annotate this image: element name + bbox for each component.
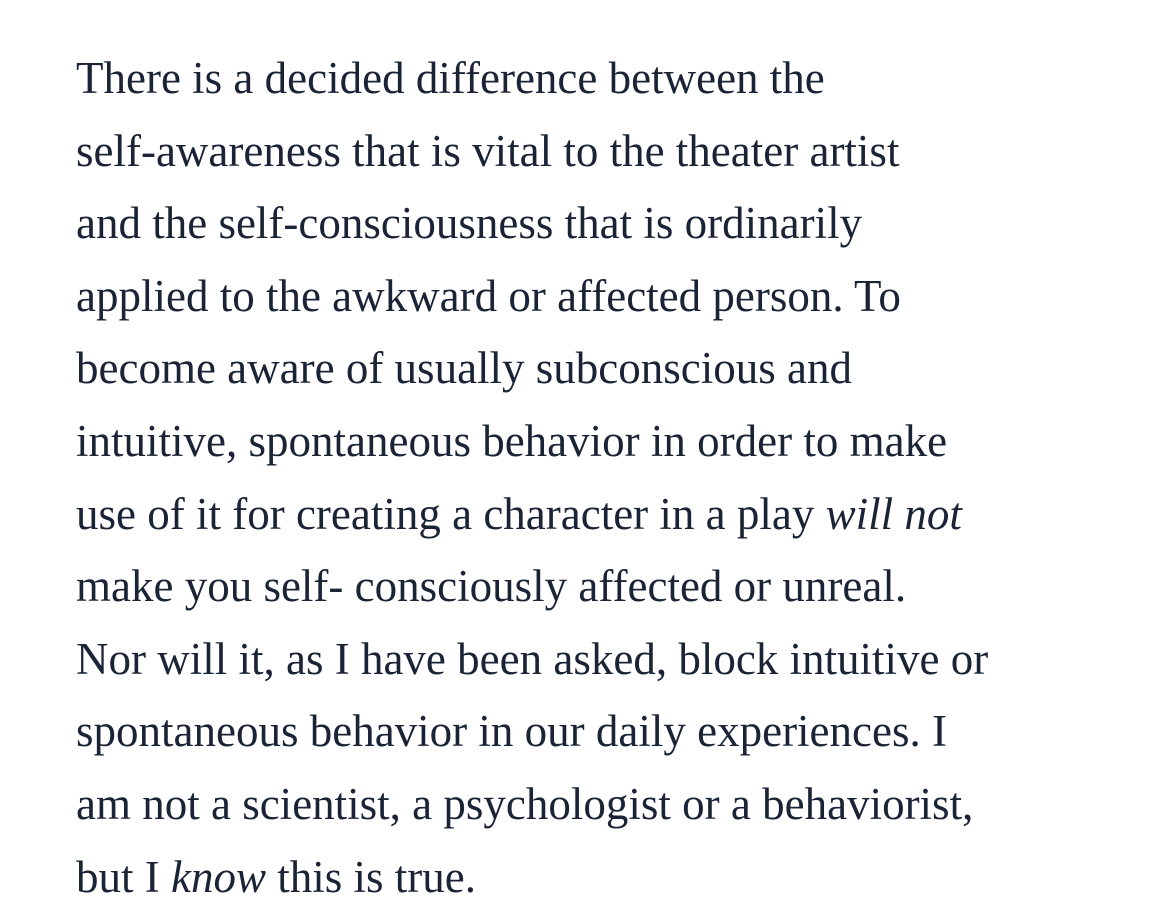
text-line: self-awareness that is vital to the theater artist: [76, 125, 900, 176]
quote-paragraph: [76, 42, 1156, 913]
text-line: make you self- consciously affected or unreal.: [76, 561, 907, 612]
text-line: become aware of usually subconscious and: [76, 343, 853, 394]
text-line: use of it for creating a character in a play will not: [76, 488, 962, 539]
text-line: intuitive, spontaneous behavior in order to make: [76, 415, 948, 466]
text-line: am not a scientist, a psychologist or a behaviorist,: [76, 778, 974, 829]
text-line: spontaneous behavior in our daily experiences. I: [76, 706, 947, 757]
emphasis-know: know: [171, 851, 266, 902]
text-line: but I know this is true.: [76, 851, 476, 902]
text-line: and the self-consciousness that is ordinarily: [76, 198, 863, 249]
emphasis-will-not: will not: [825, 488, 962, 539]
text-line: Nor will it, as I have been asked, block intuitive or: [76, 633, 989, 684]
text-line: applied to the awkward or affected person. To: [76, 270, 901, 321]
text-line: There is a decided difference between the: [76, 53, 825, 103]
